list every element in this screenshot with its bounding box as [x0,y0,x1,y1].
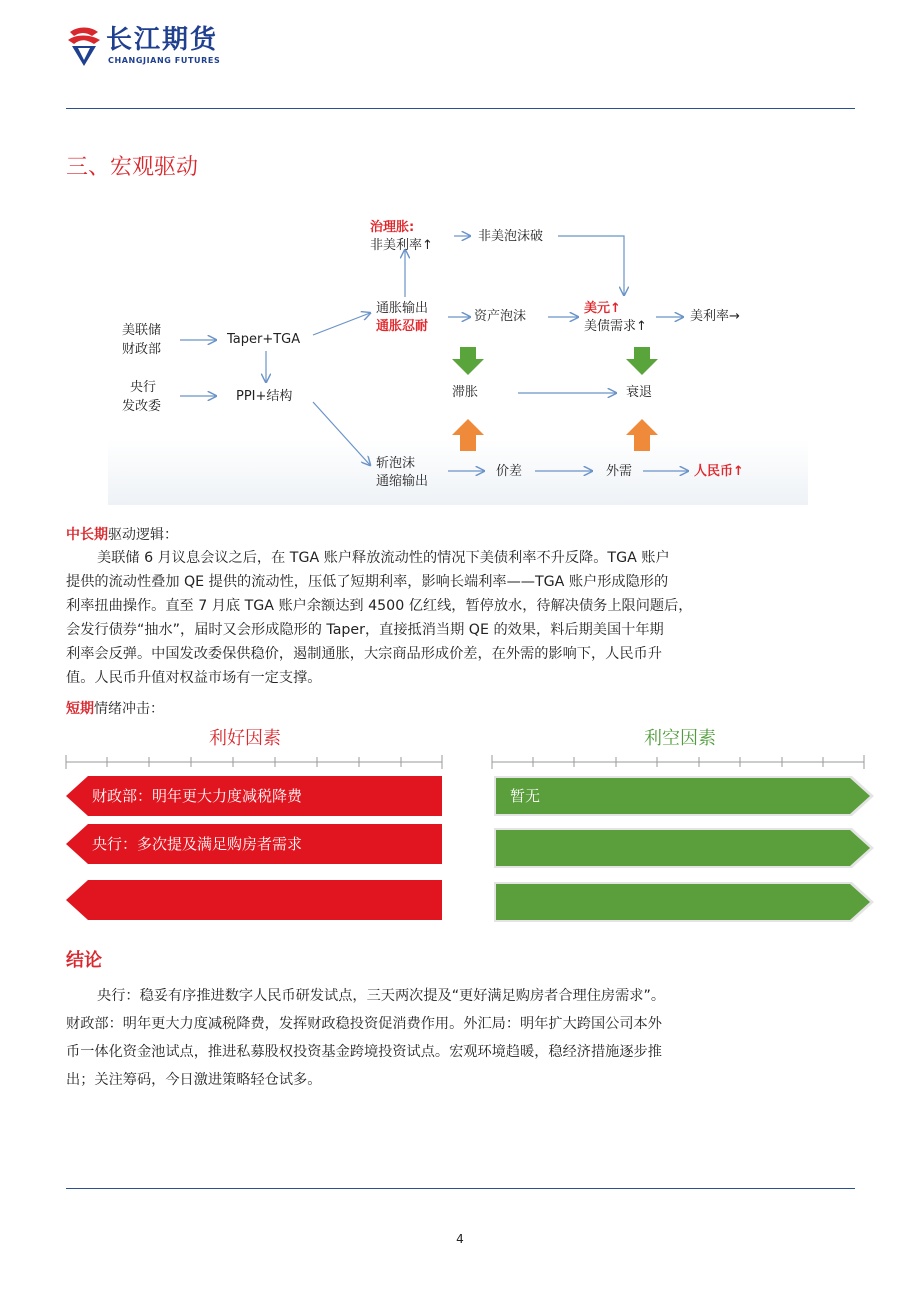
mid-long-line-2: 提供的流动性叠加 QE 提供的流动性，压低了短期利率，影响长端利率——TGA 账户形成隐形的 [66,574,669,590]
conclusion-line-3: 币一体化资金池试点，推进私募股权投资基金跨境投资试点。宏观环境趋暖，稳经济措施逐步推 [66,1044,662,1060]
node-usd: 美元↑ [584,301,621,316]
page-number: 4 [456,1232,464,1246]
conclusion-title: 结论 [66,950,102,971]
bad-factor-1: 暂无 [510,787,541,805]
conclusion-line-1: 央行：稳妥有序推进数字人民币研发试点，三天两次提及“更好满足购房者合理住房需求”。 [97,988,666,1004]
node-inflation-export: 通胀输出 [376,301,429,316]
bad-factors-title: 利空因素 [644,728,716,749]
node-inflation-tolerance: 通胀忍耐 [376,319,429,334]
node-cut-bubble: 斩泡沫 [376,456,416,471]
node-treasury: 财政部 [122,342,162,357]
good-factor-1: 财政部：明年更大力度减税降费 [92,787,303,805]
good-factors-title: 利好因素 [209,728,281,749]
node-asset-bubble: 资产泡沫 [474,309,527,324]
mid-long-line-3: 利率扭曲操作。直至 7 月底 TGA 账户余额达到 4500 亿红线，暂停放水，待解决债务上限问题后， [66,598,693,614]
conclusion-line-2: 财政部：明年更大力度减税降费，发挥财政稳投资促消费作用。外汇局：明年扩大跨国公司本外 [66,1016,662,1032]
node-fed: 美联储 [122,323,162,338]
node-ppi: PPI+结构 [236,389,293,404]
flow-arrows [108,205,808,505]
factor-rulers [64,752,869,772]
node-treasury-demand: 美债需求↑ [584,319,647,334]
bad-bars-shape [492,774,878,926]
node-non-us-bubble: 非美泡沫破 [478,229,544,244]
node-spread: 价差 [496,464,523,479]
node-ndrc: 发改委 [122,399,162,414]
orange-up-arrow-icon [452,419,658,451]
footer-divider [66,1188,855,1189]
green-down-arrow-icon [452,347,658,375]
mid-long-heading: 中长期驱动逻辑： [66,527,178,543]
section-title: 三、宏观驱动 [66,155,199,180]
mid-long-line-6: 值。人民币升值对权益市场有一定支撑。 [66,670,322,686]
good-factor-2: 央行：多次提及满足购房者需求 [92,835,303,853]
node-deflation-export: 通缩输出 [376,474,429,489]
node-external-demand: 外需 [606,464,633,479]
company-logo-icon [64,24,104,68]
mid-long-line-5: 利率会反弹。中国发改委保供稳价，遏制通胀，大宗商品形成价差，在外需的影响下，人民币升 [66,646,662,662]
macro-flow-diagram [108,205,808,505]
node-stagflation: 滞胀 [452,385,479,400]
header-divider [66,108,855,109]
node-rmb: 人民币↑ [694,464,744,479]
logo-text-cn: 长江期货 [106,25,219,55]
node-recession: 衰退 [626,385,653,400]
mid-long-line-1: 美联储 6 月议息会议之后，在 TGA 账户释放流动性的情况下美债利率不升反降。TGA 账户 [97,550,670,566]
logo-text-en: CHANGJIANG FUTURES [108,56,221,65]
node-taper-tga: Taper+TGA [227,332,301,347]
node-pboc: 央行 [130,380,157,395]
node-us-rate: 美利率→ [690,309,740,324]
node-non-us-rate: 非美利率↑ [370,238,433,253]
short-heading: 短期情绪冲击： [66,701,164,717]
mid-long-line-4: 会发行债券“抽水”，届时又会形成隐形的 Taper，直接抵消当期 QE 的效果，料后期美国十年期 [66,622,664,638]
conclusion-line-4: 出；关注筹码，今日激进策略轻仓试多。 [66,1072,322,1088]
node-govern-inflation: 治理胀: [370,220,415,235]
